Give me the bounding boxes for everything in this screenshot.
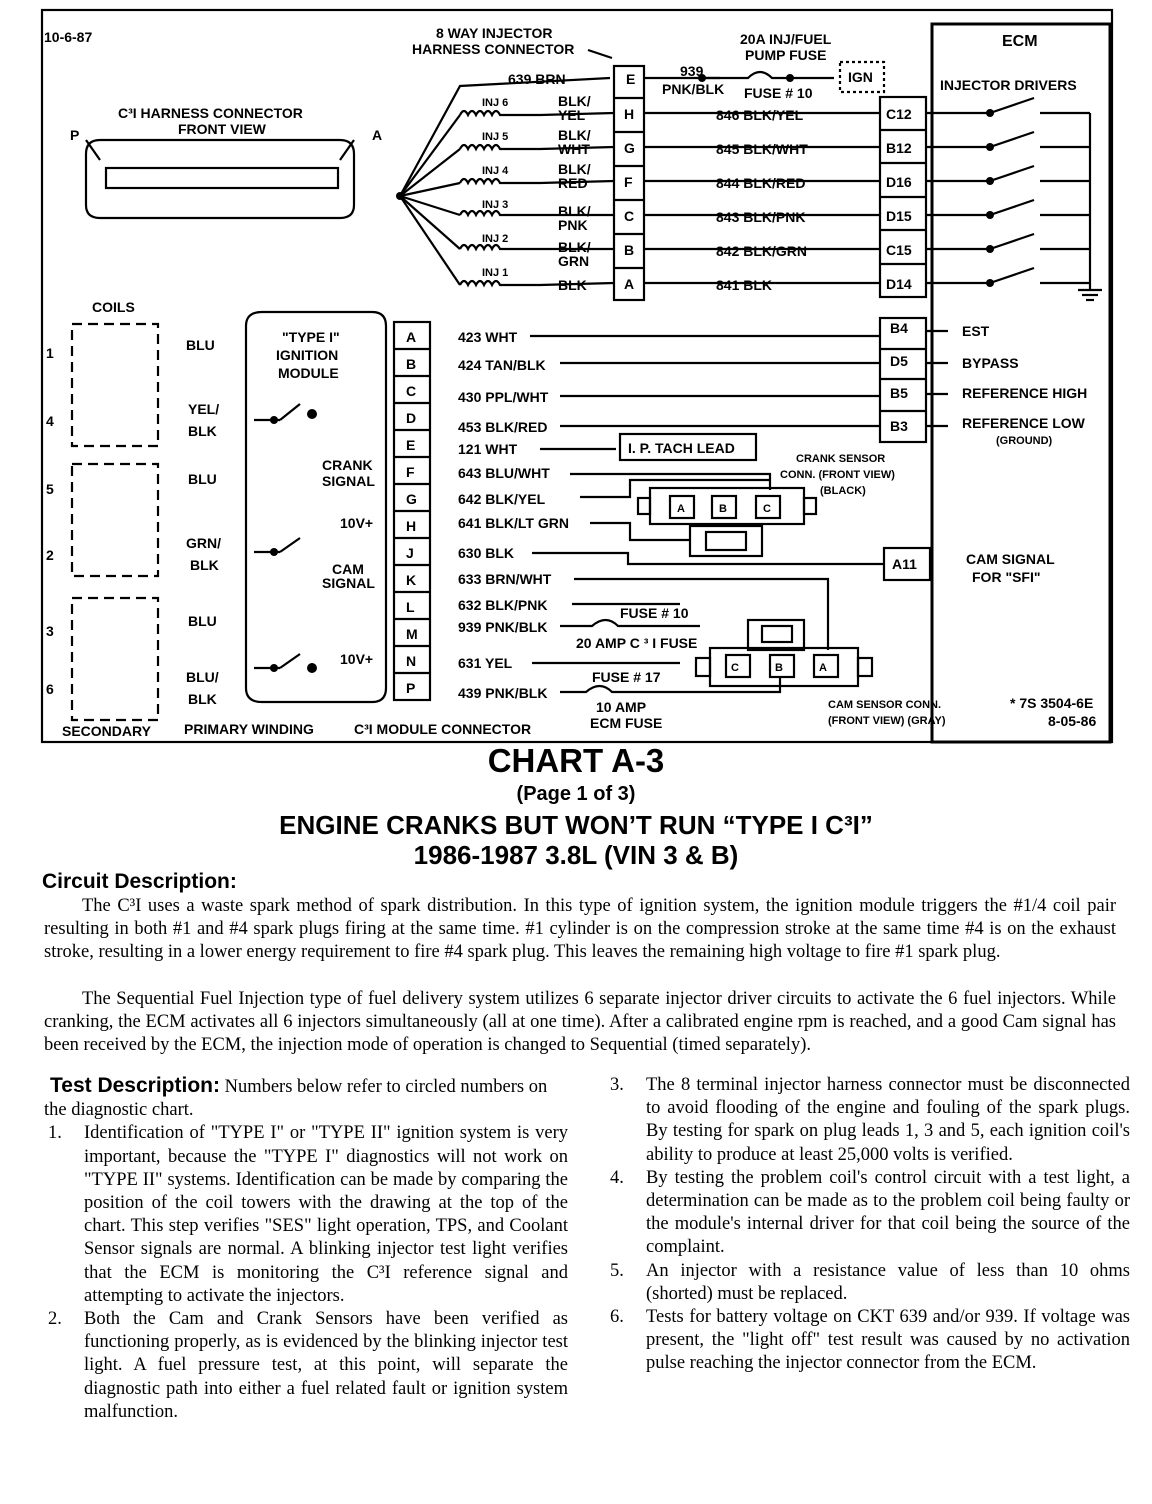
ecm-input-label: BYPASS bbox=[962, 355, 1019, 371]
test-intro bbox=[44, 1074, 568, 1122]
test-item-number: 6. bbox=[610, 1307, 624, 1328]
injector-pin: C bbox=[624, 208, 635, 224]
cam-signal-sfi-2: FOR "SFI" bbox=[972, 569, 1041, 585]
test-item bbox=[606, 1260, 1130, 1306]
ecm-pin: C12 bbox=[886, 106, 912, 122]
circuit-paragraph: The C³I uses a waste spark method of spark distribution. In this type of ignition system, the ignition module triggers the #1/4 coil pair resulting in both #1 and #4 spark plugs firing at the same time. #1 cylinder is on the compression stroke at the same time #4 is on the exhaust stroke, resulting in a lower energy requirement to fire #4 spark plug. This leaves the remaining high voltage to fire #1 spark plug. bbox=[44, 896, 1116, 963]
test-item-text: Tests for battery voltage on CKT 639 and/or 939. If voltage was present, the "light off" test result was caused by no activation pulse reaching the injector connector from the ECM. bbox=[646, 1307, 1130, 1374]
module-wire: 430 PPL/WHT bbox=[458, 389, 549, 405]
injector-color-2: RED bbox=[558, 175, 588, 191]
module-wire: 632 BLK/PNK bbox=[458, 597, 548, 613]
cam-sensor-pin: C bbox=[731, 662, 739, 674]
injector-color-2: YEL bbox=[558, 107, 586, 123]
chart-applicability: 1986-1987 3.8L (VIN 3 & B) bbox=[413, 840, 739, 870]
module-pin: E bbox=[406, 437, 416, 453]
wire-639: 639 BRN bbox=[508, 71, 566, 87]
module-pin: P bbox=[406, 680, 416, 696]
fuse-10-amp-2: ECM FUSE bbox=[590, 715, 663, 731]
injector-color-2: PNK bbox=[558, 217, 588, 233]
fuse-17: FUSE # 17 bbox=[592, 669, 661, 685]
test-item-text: The 8 terminal injector harness connector must be disconnected to avoid flooding of the engine and fouling of the spark plugs. By testing for spark on plug leads 1, 3 and 5, each ignition coil's ability to produce at least 25,000 volts is verified. bbox=[646, 1075, 1130, 1165]
module-wire: 424 TAN/BLK bbox=[458, 357, 546, 373]
module-pin: J bbox=[406, 545, 414, 561]
test-item bbox=[606, 1306, 1130, 1376]
injector-color-1: BLK/ bbox=[558, 93, 591, 109]
test-intro-text: Numbers below refer to circled numbers on the diagnostic chart. bbox=[44, 1077, 548, 1121]
doc-number: * 7S 3504-6E bbox=[1010, 695, 1094, 711]
coil-number: 3 bbox=[46, 623, 54, 639]
circuit-paragraph: The Sequential Fuel Injection type of fuel delivery system utilizes 6 separate injector driver circuits to activate the 6 fuel injectors. While cranking, the ECM activates all 6 injectors simultaneously (all at one time). After a calibrated engine rpm is reached, and a good Cam signal has been received by the ECM, the injection mode of operation is changed to Sequential (timed separately). bbox=[44, 989, 1116, 1056]
ecm-input-pin: B3 bbox=[890, 418, 908, 434]
coil-number: 2 bbox=[46, 547, 54, 563]
pin-a-label: A bbox=[372, 127, 383, 143]
coil-wire: GRN/ bbox=[186, 535, 221, 551]
module-wire: 631 YEL bbox=[458, 655, 513, 671]
injector-pin: A bbox=[624, 276, 635, 292]
cam-sensor-pin: A bbox=[819, 662, 827, 674]
test-item bbox=[606, 1074, 1130, 1167]
ecm-pin: D15 bbox=[886, 208, 912, 224]
fuse-title-1: 20A INJ/FUEL bbox=[740, 31, 832, 47]
cam-signal-2: SIGNAL bbox=[322, 575, 375, 591]
module-pin: G bbox=[406, 491, 417, 507]
module-title-1: "TYPE I" bbox=[282, 329, 340, 345]
module-pin: M bbox=[406, 626, 418, 642]
injector-pin: H bbox=[624, 106, 635, 122]
crank-sensor-title-1: CRANK SENSOR bbox=[796, 453, 886, 465]
fuse-10-b: FUSE # 10 bbox=[620, 605, 689, 621]
module-wire: 641 BLK/LT GRN bbox=[458, 515, 569, 531]
coil-wire: BLK bbox=[188, 423, 217, 439]
ecm-input-label: REFERENCE LOW bbox=[962, 415, 1085, 431]
ground-label: (GROUND) bbox=[996, 435, 1053, 447]
injector-color-2: GRN bbox=[558, 253, 590, 269]
crank-sensor-title-3: (BLACK) bbox=[820, 485, 866, 497]
coil-wire: BLK bbox=[188, 691, 217, 707]
test-item bbox=[44, 1308, 568, 1424]
injector-pin: G bbox=[624, 140, 635, 156]
injector-name: INJ 2 bbox=[482, 233, 509, 245]
injector-pin: F bbox=[624, 174, 633, 190]
injector-wire: 841 BLK bbox=[716, 277, 773, 293]
ten-v-label: 10V+ bbox=[340, 651, 374, 667]
chart-title: ENGINE CRANKS BUT WON’T RUN “TYPE I C³I” bbox=[279, 810, 873, 840]
test-description-right bbox=[606, 1074, 1130, 1376]
test-item-number: 4. bbox=[610, 1167, 624, 1188]
chart-number: CHART A-3 bbox=[487, 742, 665, 779]
injector-color-1: BLK/ bbox=[558, 239, 591, 255]
coil-wire: BLK bbox=[190, 557, 219, 573]
module-wire: 642 BLK/YEL bbox=[458, 491, 546, 507]
module-pin: H bbox=[406, 518, 417, 534]
test-item-number: 5. bbox=[610, 1260, 624, 1281]
module-pin: K bbox=[406, 572, 417, 588]
ecm-pin: D16 bbox=[886, 174, 912, 190]
ecm-label: ECM bbox=[1002, 33, 1038, 50]
module-wire: 633 BRN/WHT bbox=[458, 571, 552, 587]
cam-sensor-pin: B bbox=[775, 662, 783, 674]
injector-wire: 845 BLK/WHT bbox=[716, 141, 808, 157]
test-item-number: 1. bbox=[48, 1123, 62, 1144]
crank-signal-1: CRANK bbox=[322, 457, 373, 473]
crank-sensor-pin: A bbox=[677, 503, 685, 515]
date-bottom: 8-05-86 bbox=[1048, 713, 1097, 729]
coils-label: COILS bbox=[92, 299, 135, 315]
injector-name: INJ 3 bbox=[482, 199, 509, 211]
ecm-input-label: EST bbox=[962, 323, 990, 339]
ecm-input-pin: B5 bbox=[890, 385, 908, 401]
coil-number: 6 bbox=[46, 681, 54, 697]
cam-sensor-title-1: CAM SENSOR CONN. bbox=[828, 699, 942, 711]
test-item-text: An injector with a resistance value of less than 10 ohms (shorted) must be replaced. bbox=[646, 1260, 1130, 1304]
ign-label: IGN bbox=[848, 69, 873, 85]
injector-name: INJ 1 bbox=[482, 267, 509, 279]
injector-color-1: BLK/ bbox=[558, 127, 591, 143]
inj-connector-pin-e: E bbox=[626, 71, 636, 87]
crank-signal-2: SIGNAL bbox=[322, 473, 375, 489]
fuse-10-amp-1: 10 AMP bbox=[596, 699, 647, 715]
module-wire: 630 BLK bbox=[458, 545, 515, 561]
coil-number: 4 bbox=[46, 413, 54, 429]
c3i-harness-title-2: FRONT VIEW bbox=[178, 121, 266, 137]
test-item-number: 2. bbox=[48, 1309, 62, 1330]
ecm-input-label: REFERENCE HIGH bbox=[962, 385, 1088, 401]
module-wire: 939 PNK/BLK bbox=[458, 619, 548, 635]
coil-wire: YEL/ bbox=[188, 401, 220, 417]
coil-wire: BLU bbox=[188, 613, 217, 629]
fuse-20-amp: 20 AMP C ³ I FUSE bbox=[576, 635, 698, 651]
module-pin: A bbox=[406, 329, 417, 345]
ecm-input-pin: B4 bbox=[890, 320, 908, 336]
fuse-10-label: FUSE # 10 bbox=[744, 85, 813, 101]
ten-v-label: 10V+ bbox=[340, 515, 374, 531]
date-top: 10-6-87 bbox=[44, 29, 93, 45]
wire-939-number: 939 bbox=[680, 63, 704, 79]
test-item bbox=[44, 1122, 568, 1308]
module-wire: 453 BLK/RED bbox=[458, 419, 548, 435]
injector-connector-title-2: HARNESS CONNECTOR bbox=[412, 41, 575, 57]
module-pin: N bbox=[406, 653, 417, 669]
cam-signal-sfi-1: CAM SIGNAL bbox=[966, 551, 1055, 567]
crank-sensor-pin: C bbox=[763, 503, 771, 515]
test-description-heading: Test Description: bbox=[50, 1074, 220, 1097]
module-wire: 439 PNK/BLK bbox=[458, 685, 548, 701]
pin-p-label: P bbox=[70, 127, 80, 143]
page-indicator: (Page 1 of 3) bbox=[516, 783, 636, 805]
module-pin: L bbox=[406, 599, 415, 615]
module-title-3: MODULE bbox=[278, 365, 339, 381]
test-item bbox=[606, 1167, 1130, 1260]
injector-color-2: WHT bbox=[558, 141, 590, 157]
module-wire: 121 WHT bbox=[458, 441, 518, 457]
ecm-pin: B12 bbox=[886, 140, 912, 156]
module-pin: F bbox=[406, 464, 415, 480]
ecm-input-pin: D5 bbox=[890, 353, 908, 369]
module-pin: D bbox=[406, 410, 417, 426]
module-connector-label: C³I MODULE CONNECTOR bbox=[354, 721, 532, 737]
cam-sensor-title-2: (FRONT VIEW) (GRAY) bbox=[828, 715, 946, 727]
secondary-label: SECONDARY bbox=[62, 723, 151, 739]
test-item-number: 3. bbox=[610, 1075, 624, 1095]
fuse-title-2: PUMP FUSE bbox=[745, 47, 827, 63]
ecm-pin: D14 bbox=[886, 276, 912, 292]
module-pin: C bbox=[406, 383, 417, 399]
coil-wire: BLU bbox=[188, 471, 217, 487]
wire-939-color: PNK/BLK bbox=[662, 81, 725, 97]
injector-drivers-label: INJECTOR DRIVERS bbox=[940, 77, 1077, 93]
injector-color-1: BLK/ bbox=[558, 161, 591, 177]
circuit-description-heading: Circuit Description: bbox=[42, 870, 237, 893]
test-description-left bbox=[44, 1074, 568, 1424]
ecm-box bbox=[932, 24, 1110, 742]
coil-number: 1 bbox=[46, 345, 54, 361]
injector-name: INJ 5 bbox=[482, 131, 509, 143]
injector-wire: 844 BLK/RED bbox=[716, 175, 806, 191]
module-wire: 643 BLU/WHT bbox=[458, 465, 550, 481]
injector-wire: 846 BLK/YEL bbox=[716, 107, 804, 123]
injector-color-1: BLK/ bbox=[558, 203, 591, 219]
coil-wire: BLU/ bbox=[186, 669, 219, 685]
injector-pin: B bbox=[624, 242, 635, 258]
module-wire: 423 WHT bbox=[458, 329, 518, 345]
injector-name: INJ 4 bbox=[482, 165, 509, 177]
module-title-2: IGNITION bbox=[276, 347, 339, 363]
injector-name: INJ 6 bbox=[482, 97, 509, 109]
injector-connector-title-1: 8 WAY INJECTOR bbox=[436, 25, 553, 41]
crank-sensor-title-2: CONN. (FRONT VIEW) bbox=[780, 469, 895, 481]
injector-wire: 843 BLK/PNK bbox=[716, 209, 806, 225]
primary-winding-label: PRIMARY WINDING bbox=[184, 721, 314, 737]
cam-ecm-pin: A11 bbox=[892, 556, 917, 572]
coil-number: 5 bbox=[46, 481, 54, 497]
cam-signal-1: CAM bbox=[332, 561, 364, 577]
ecm-pin: C15 bbox=[886, 242, 912, 258]
injector-wire: 842 BLK/GRN bbox=[716, 243, 808, 259]
injector-color-1: BLK bbox=[558, 277, 587, 293]
crank-sensor-pin: B bbox=[719, 503, 727, 515]
tach-lead-label: I. P. TACH LEAD bbox=[628, 440, 735, 456]
coil-wire: BLU bbox=[186, 337, 215, 353]
test-item-text: By testing the problem coil's control circuit with a test light, a determination can be made as to the problem coil being faulty or the module's internal driver for that coil being the source of the complaint. bbox=[646, 1167, 1130, 1258]
test-item-text: Both the Cam and Crank Sensors have been verified as functioning properly, as is evidenced by the blinking injector test light. A fuel pressure test, at this point, will separate the diagnostic path into either a fuel related fault or ignition system malfunction. bbox=[84, 1309, 568, 1422]
module-pin: B bbox=[406, 356, 417, 372]
test-item-text: Identification of "TYPE I" or "TYPE II" ignition system is very important, because the "TYPE I" diagnostics will not work on "TYPE II" systems. Identification can be made by comparing the position of the coil towers with the drawing at the top of the chart. This step verifies "SES" light operation, TPS, and Coolant Sensor signals are normal. A blinking injector test light verifies that the ECM is monitoring the C³I reference signal and attempting to activate the injectors. bbox=[84, 1123, 568, 1306]
c3i-harness-title-1: C³I HARNESS CONNECTOR bbox=[118, 105, 303, 121]
